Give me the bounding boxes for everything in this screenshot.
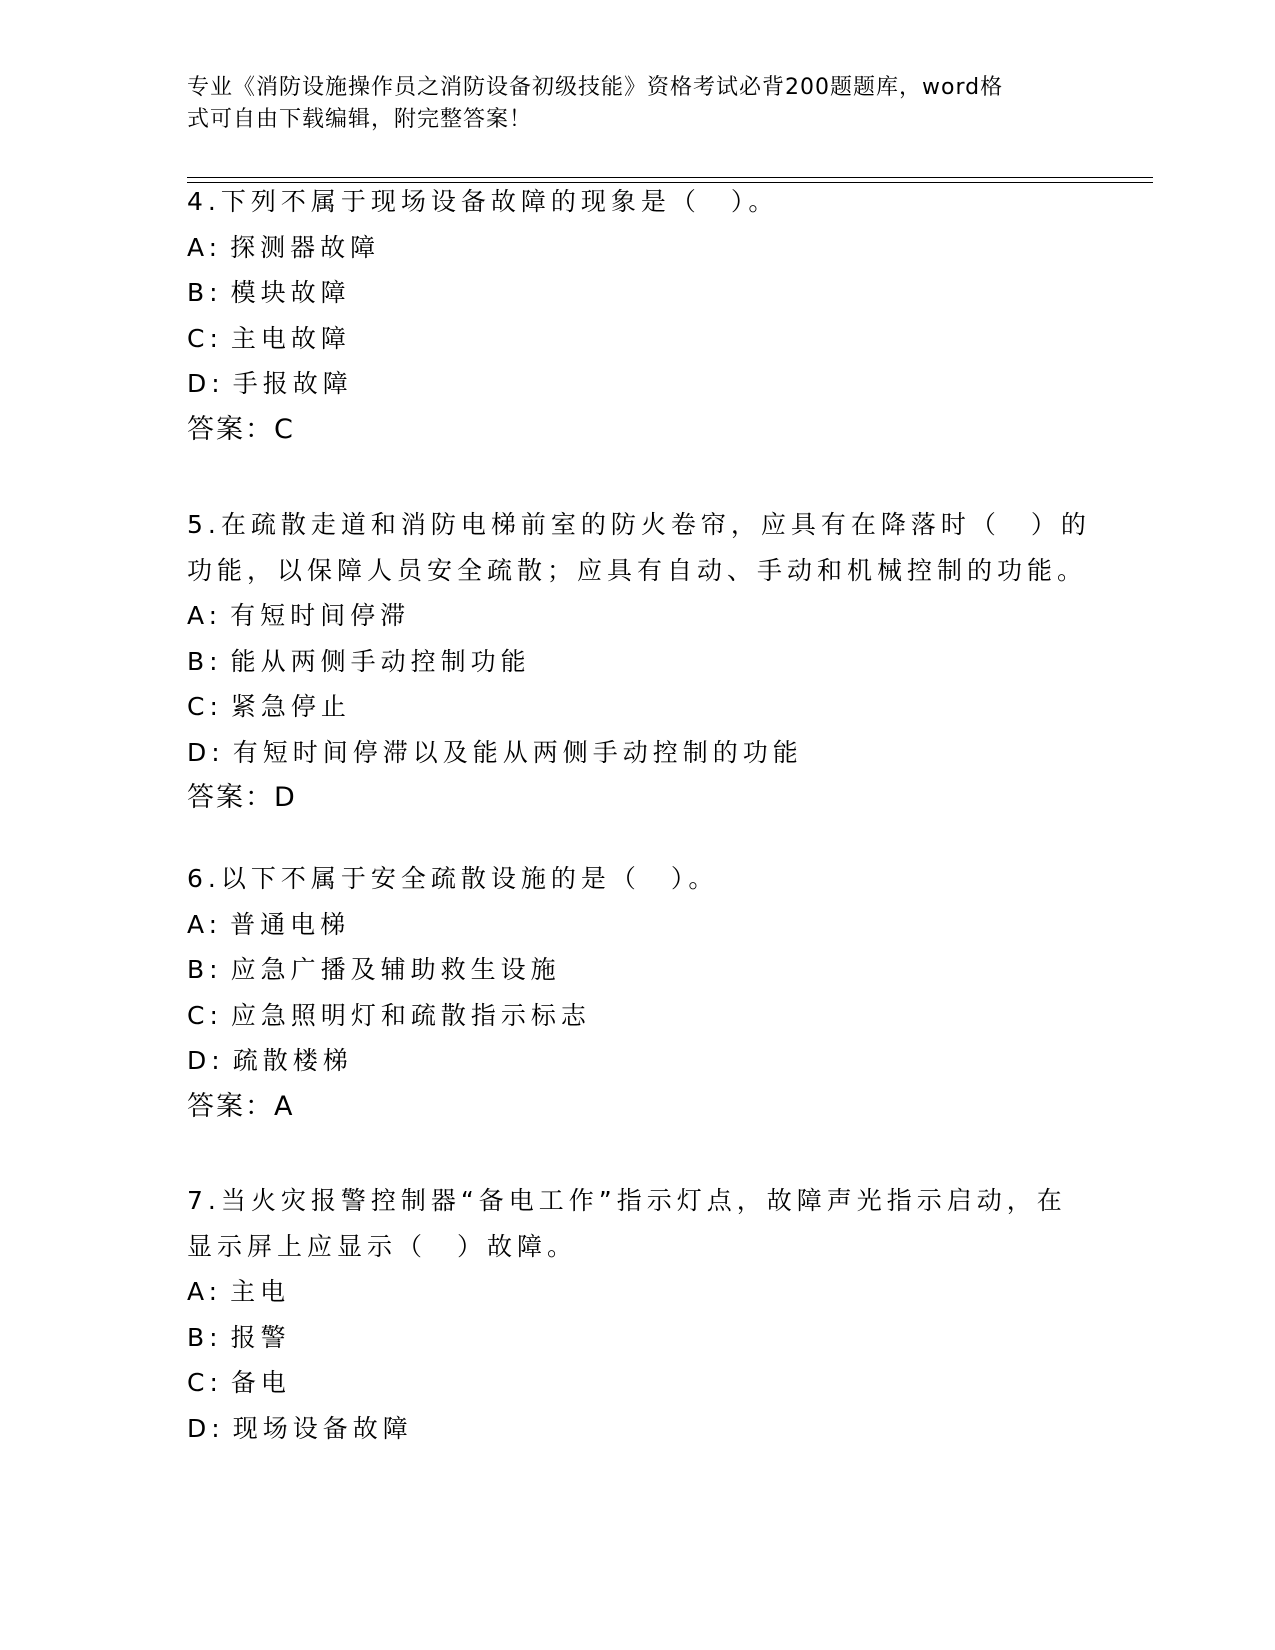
option-key: A: xyxy=(187,232,223,262)
question-6 xyxy=(187,856,1067,1129)
option-text: 普通电梯 xyxy=(230,909,351,939)
option-key: D: xyxy=(187,1046,225,1075)
option-d xyxy=(187,730,1067,776)
answer-label: 答案：A xyxy=(187,1090,295,1122)
question-5 xyxy=(187,502,1091,821)
question-stem: 6.以下不属于安全疏散设施的是（ ）。 xyxy=(187,864,719,893)
option-a xyxy=(187,593,1067,639)
question-stem-line-1: 7.当火灾报警控制器“备电工作”指示灯点，故障声光指示启动，在 xyxy=(187,1186,1067,1215)
option-key: C: xyxy=(187,323,223,353)
option-a xyxy=(187,225,1067,271)
option-text: 应急广播及辅助救生设施 xyxy=(230,955,561,984)
question-4 xyxy=(187,179,1067,452)
question-stem: 4.下列不属于现场设备故障的现象是（ ）。 xyxy=(187,187,779,216)
option-key: A: xyxy=(187,909,223,939)
option-b xyxy=(187,947,1067,993)
option-key: B: xyxy=(187,1322,223,1352)
option-text: 探测器故障 xyxy=(230,232,381,262)
option-text: 报警 xyxy=(230,1322,291,1352)
option-text: 疏散楼梯 xyxy=(232,1046,353,1075)
option-c xyxy=(187,684,1067,730)
option-text: 手报故障 xyxy=(232,369,353,398)
option-d xyxy=(187,1038,1067,1084)
option-key: D: xyxy=(187,369,225,398)
option-key: D: xyxy=(187,737,225,767)
option-key: C: xyxy=(187,692,223,721)
answer-label: 答案：D xyxy=(187,782,297,813)
option-b xyxy=(187,270,1067,316)
question-stem-line-2: 显示屏上应显示（ ）故障。 xyxy=(187,1231,578,1261)
option-a xyxy=(187,1269,1067,1315)
header-line-1: 专业《消防设施操作员之消防设备初级技能》资格考试必背200题题库，word格 xyxy=(187,75,1004,100)
option-text: 主电故障 xyxy=(230,323,351,353)
header-divider-top xyxy=(187,177,1153,178)
option-d xyxy=(187,1406,1067,1452)
option-text: 能从两侧手动控制功能 xyxy=(230,646,531,676)
option-text: 有短时间停滞 xyxy=(230,601,411,630)
option-b xyxy=(187,639,1067,685)
question-stem-line-1: 5.在疏散走道和消防电梯前室的防火卷帘，应具有在降落时（ ）的 xyxy=(187,510,1091,539)
option-text: 应急照明灯和疏散指示标志 xyxy=(230,1000,591,1030)
option-text: 有短时间停滞以及能从两侧手动控制的功能 xyxy=(232,737,803,767)
option-key: A: xyxy=(187,601,223,630)
question-7 xyxy=(187,1178,1067,1451)
option-key: B: xyxy=(187,646,223,676)
option-text: 现场设备故障 xyxy=(232,1413,413,1443)
option-key: D: xyxy=(187,1413,225,1443)
option-key: C: xyxy=(187,1368,223,1397)
option-text: 主电 xyxy=(230,1277,291,1306)
option-text: 紧急停止 xyxy=(230,692,351,721)
option-c xyxy=(187,1360,1067,1406)
header-line-2: 式可自由下载编辑，附完整答案！ xyxy=(187,107,533,132)
option-key: C: xyxy=(187,1000,223,1030)
option-a xyxy=(187,902,1067,948)
option-d xyxy=(187,361,1067,407)
option-text: 备电 xyxy=(230,1368,291,1397)
document-header xyxy=(187,72,1067,136)
option-b xyxy=(187,1315,1067,1361)
option-c xyxy=(187,993,1067,1039)
question-stem-line-2: 功能，以保障人员安全疏散；应具有自动、手动和机械控制的功能。 xyxy=(187,555,1088,585)
option-key: B: xyxy=(187,955,223,984)
option-key: B: xyxy=(187,278,223,307)
option-c xyxy=(187,316,1067,362)
option-text: 模块故障 xyxy=(230,278,351,307)
answer-label: 答案：C xyxy=(187,413,295,445)
option-key: A: xyxy=(187,1277,223,1306)
